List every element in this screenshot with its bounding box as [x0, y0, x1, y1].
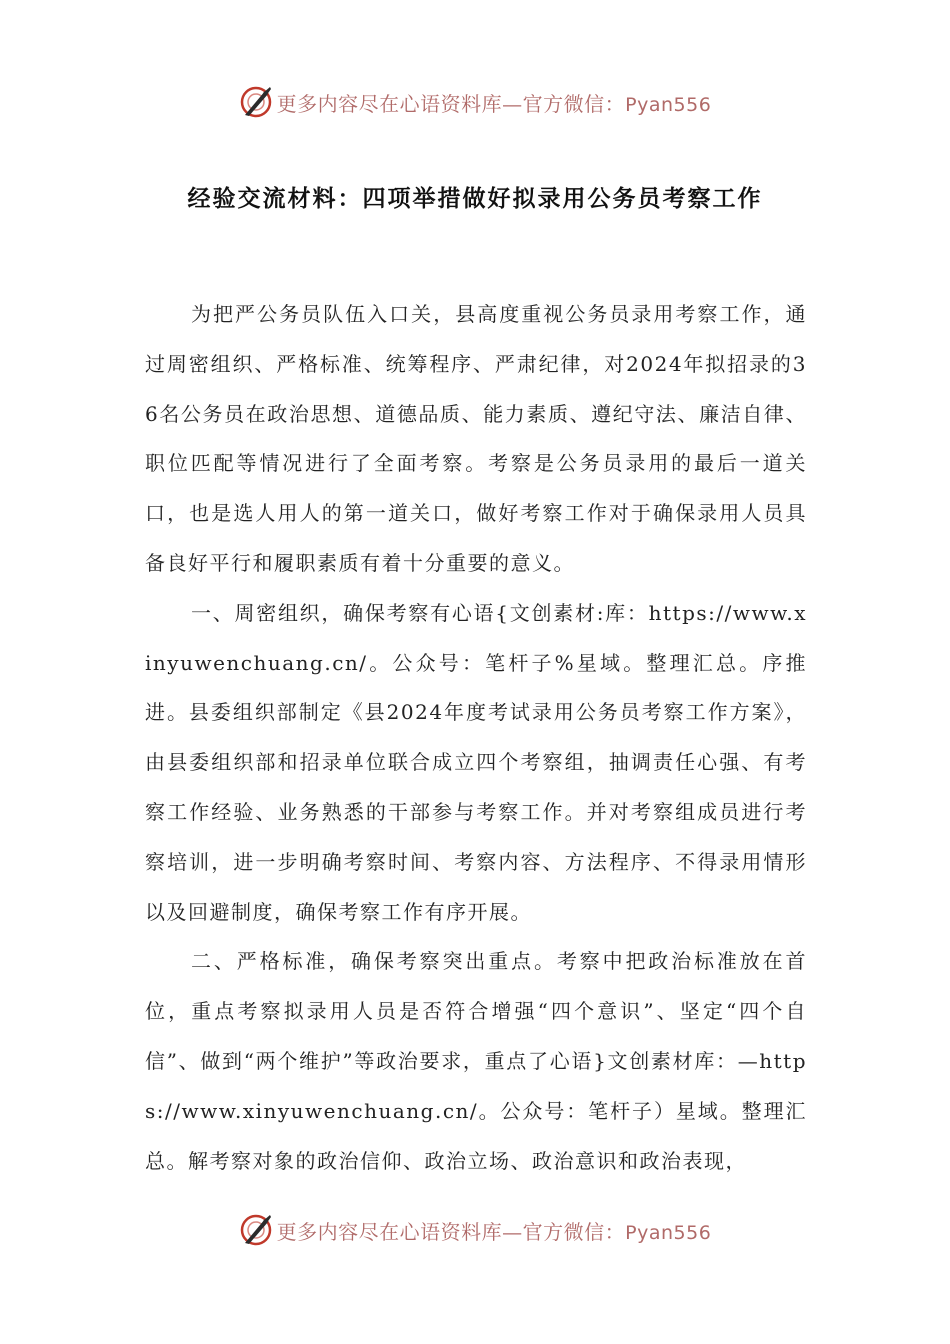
watermark-label: 更多内容尽在心语资料库—官方微信： — [276, 1219, 626, 1244]
footer-watermark — [0, 1210, 950, 1250]
paragraph-section-2: 二、严格标准，确保考察突出重点。考察中把政治标准放在首位，重点考察拟录用人员是否符合增强“四个意识”、坚定“四个自信”、做到“两个维护”等政治要求，重点了心语}文创素材库：—https://www.xinyuwenchuang.cn/。公众号：笔杆子）星域。整理汇总。解考察对象的政治信仰、政治立场、政治意识和政治表现， — [145, 949, 807, 1173]
header-watermark — [0, 82, 950, 122]
watermark-label: 更多内容尽在心语资料库—官方微信： — [276, 91, 626, 116]
wechat-id: Pyan556 — [625, 93, 712, 116]
wechat-id: Pyan556 — [625, 1221, 712, 1244]
quill-logo-icon — [239, 85, 273, 119]
watermark-text — [277, 88, 712, 117]
watermark-text — [277, 1216, 712, 1245]
document-title: 经验交流材料：四项举措做好拟录用公务员考察工作 — [187, 186, 763, 212]
paragraph-section-1: 一、周密组织，确保考察有心语{文创素材:库：https://www.xinyuwenchuang.cn/。公众号：笔杆子%星域。整理汇总。序推进。县委组织部制定《县2024年度考试录用公务员考察工作方案》，由县委组织部和招录单位联合成立四个考察组，抽调责任心强、有考察工作经验、业务熟悉的干部参与考察工作。并对考察组成员进行考察培训，进一步明确考察时间、考察内容、方法程序、不得录用情形以及回避制度，确保考察工作有序开展。 — [145, 600, 807, 924]
document-body — [145, 290, 807, 1186]
quill-logo-icon — [239, 1213, 273, 1247]
paragraph-intro: 为把严公务员队伍入口关，县高度重视公务员录用考察工作，通过周密组织、严格标准、统筹程序、严肃纪律，对2024年拟招录的36名公务员在政治思想、道德品质、能力素质、遵纪守法、廉洁自律、职位匹配等情况进行了全面考察。考察是公务员录用的最后一道关口，也是选人用人的第一道关口，做好考察工作对于确保录用人员具备良好平行和履职素质有着十分重要的意义。 — [145, 302, 807, 575]
